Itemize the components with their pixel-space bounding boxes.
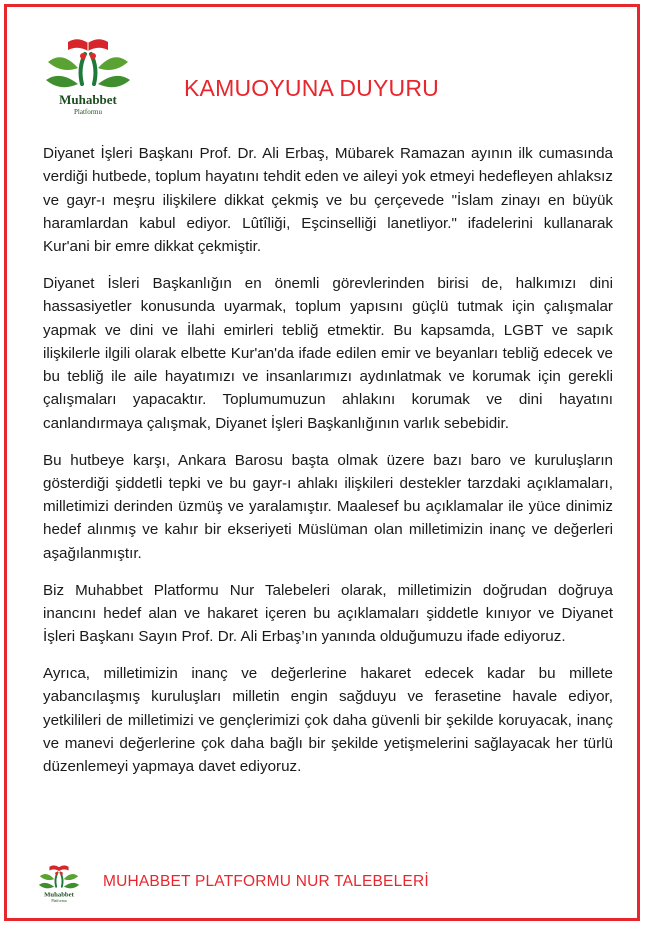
muhabbet-logo	[38, 28, 138, 120]
logo-name: Muhabbet	[59, 92, 117, 107]
page-title: KAMUOYUNA DUYURU	[184, 75, 439, 101]
logo-graphic-icon	[38, 28, 138, 120]
paragraph-1: Diyanet İşleri Başkanı Prof. Dr. Ali Erbaş, Mübarek Ramazan ayının ilk cumasında verdiği hutbede, toplum hayatını tehdit eden ve aileyi yok etmeyi hedefleyen ahlaksız ve gayr-ı meşru ilişkilere dikkat çekmiş ve bu çerçevede "İslam zinayı en büyük haramlardan kabul ediyor. Lûtîliği, Eşcinselliği lanetliyor." ifadelerini kullanarak Kur'ani bir emre dikkat çekmiştir.	[43, 145, 613, 256]
logo-graphic-small-icon	[34, 860, 84, 904]
paragraph-3: Bu hutbeye karşı, Ankara Barosu başta olmak üzere bazı baro ve kuruluşların gösterdiği şiddetli tepki ve bu gayr-ı ahlakı ilişkileri destekler tarzdaki açıklamaları, milletimizi derinden üzmüş ve yaralamıştır. Maalesef bu açıklamalar ile yüce dinimiz hedef alınmış ve kahır bir ekseriyeti Müslüman olan milletimizin inanç ve değerleri aşağılanmıştır.	[43, 451, 613, 562]
document-body	[43, 142, 613, 792]
logo-name-small: Muhabbet	[44, 891, 74, 899]
footer-signature: MUHABBET PLATFORMU NUR TALEBELERİ	[103, 873, 429, 890]
logo-subtitle: Platformu	[74, 108, 102, 116]
logo-subtitle-small: Platformu	[51, 899, 67, 904]
paragraph-4: Biz Muhabbet Platformu Nur Talebeleri olarak, milletimizin doğrudan doğruya inancını hedef alan ve hakaret içeren bu açıklamaları şiddetle kınıyor ve Diyanet İşleri Başkanı Sayın Prof. Dr. Ali Erbaş’ın yanında olduğumuzu ifade ediyoruz.	[43, 581, 613, 646]
paragraph-5: Ayrıca, milletimizin inanç ve değerlerine hakaret edecek kadar bu millete yabancılaşmış kuruluşları milletin engin sağduyu ve ferasetine havale ediyor, yetkilileri de milletimizi ve gençlerimizi çok daha güvenli bir şekilde koruyacak, inanç ve manevi değerlerine çok daha bağlı bir şekilde yetişmelerini sağlayacak her türlü düzenlemeyi yapmaya davet ediyoruz.	[43, 664, 613, 776]
paragraph-2: Diyanet İsleri Başkanlığın en önemli görevlerinden birisi de, halkımızı dini hassasiyetler konusunda uyarmak, toplum yapısını güçlü tutmak için çalışmalar yapmak ve dini ve İlahi emirleri tebliğ etmektir. Bu kapsamda, LGBT ve sapık ilişkilerle ilgili olarak elbette Kur'an'da ifade edilen emir ve beyanları tebliğ edecek ve bu tebliğ ile aile hayatımızı ve insanlarımızı aydınlatmak ve korumak için gerekli çalışmaları yapacaktır. Toplumumuzun ahlakını korumak ve dini hayatını canlandırmaya çalışmak, Diyanet İşleri Başkanlığının varlık sebebidir.	[43, 274, 613, 432]
muhabbet-logo-small	[34, 860, 84, 904]
